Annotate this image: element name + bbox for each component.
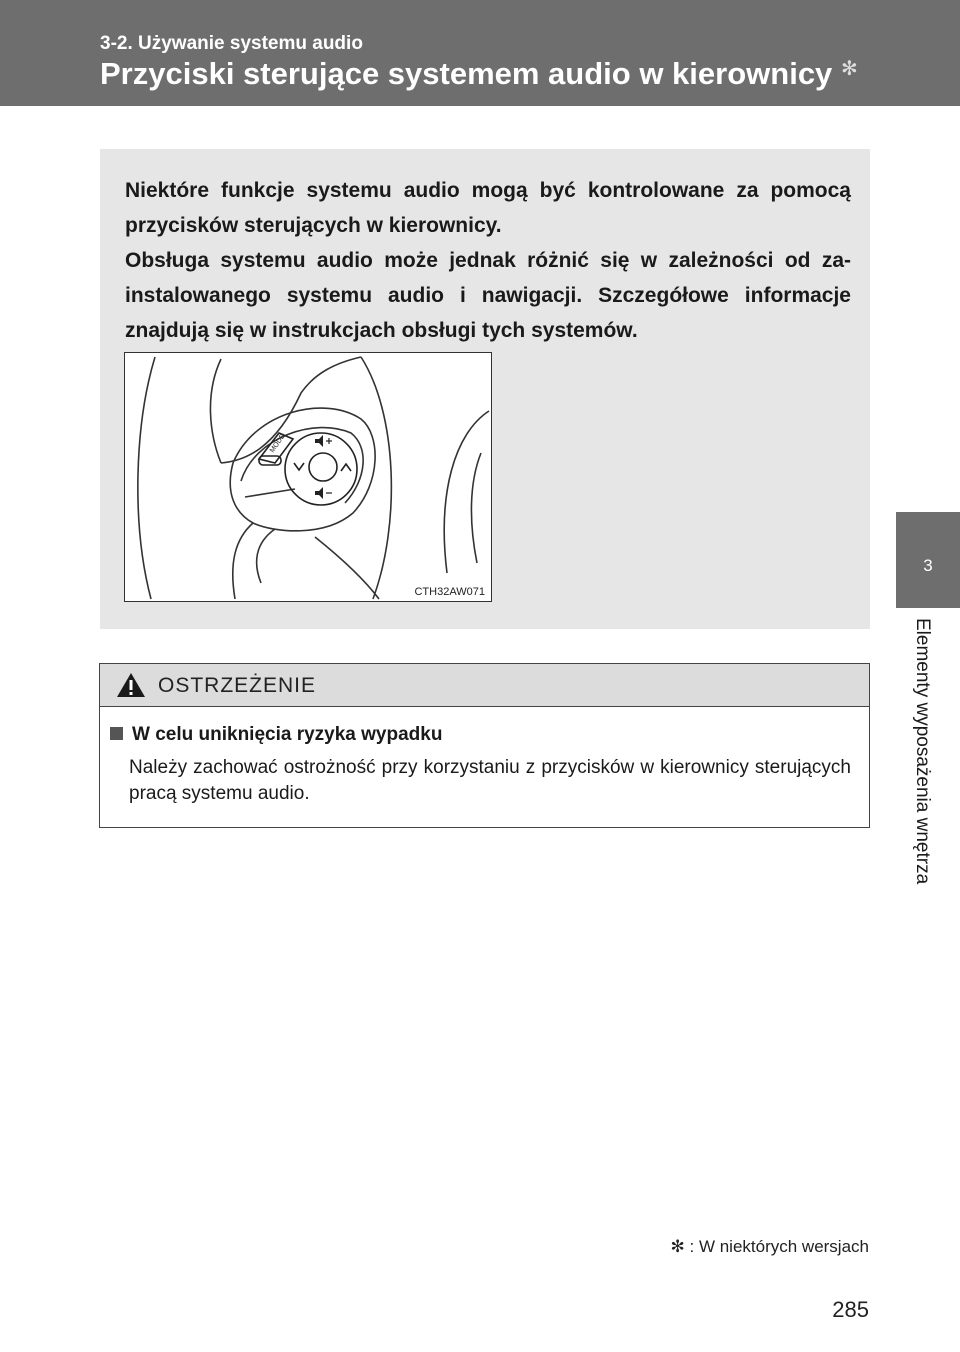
figure-code: CTH32AW071: [414, 586, 485, 598]
warning-triangle-icon: [116, 672, 146, 698]
volume-down-icon: [315, 487, 332, 499]
warning-box: [99, 663, 870, 828]
chapter-title: Elementy wyposażenia wnętrza: [912, 618, 933, 885]
warning-body: Należy zachować ostrożność przy korzystaniu z przycisków w kierownicy sterujących pracą systemu audio.: [129, 757, 851, 804]
footnote: [671, 1237, 869, 1257]
intro-paragraph-1: Niektóre funkcje systemu audio mogą być kontrolowane za pomocą przycisków sterujących w kierownicy.: [125, 179, 851, 237]
mode-button-label: MODE: [268, 432, 287, 455]
chapter-number: 3: [923, 556, 933, 575]
page-title: [100, 56, 858, 92]
steering-wheel-figure: [124, 352, 492, 602]
chevron-right-icon: [341, 464, 351, 471]
steering-wheel-illustration: [125, 353, 491, 601]
asterisk-icon: ✻: [670, 1237, 685, 1256]
square-bullet-icon: [110, 727, 123, 740]
volume-up-icon: [315, 435, 332, 447]
warning-title: OSTRZEŻENIE: [158, 674, 317, 697]
page-number: 285: [832, 1297, 869, 1322]
footnote-text: : W niektórych wersjach: [689, 1237, 869, 1256]
warning-heading-text: W celu uniknięcia ryzyka wypadku: [132, 724, 443, 745]
warning-header: [100, 664, 869, 707]
warning-heading: [110, 724, 442, 746]
page-header: [0, 0, 960, 106]
page-title-text: Przyciski sterujące systemem audio w kierownicy: [100, 56, 833, 91]
chapter-tab: [896, 512, 960, 608]
asterisk-icon: ✻: [840, 58, 858, 80]
intro-paragraph-2: Obsługa systemu audio może jednak różnić się w zależności od za-instalowanego systemu audio i nawigacji. Szczegółowe informacje znajdują się w instrukcjach obsługi tych systemów.: [125, 249, 851, 342]
chevron-left-icon: [294, 463, 304, 470]
section-label: 3-2. Używanie systemu audio: [100, 33, 363, 54]
